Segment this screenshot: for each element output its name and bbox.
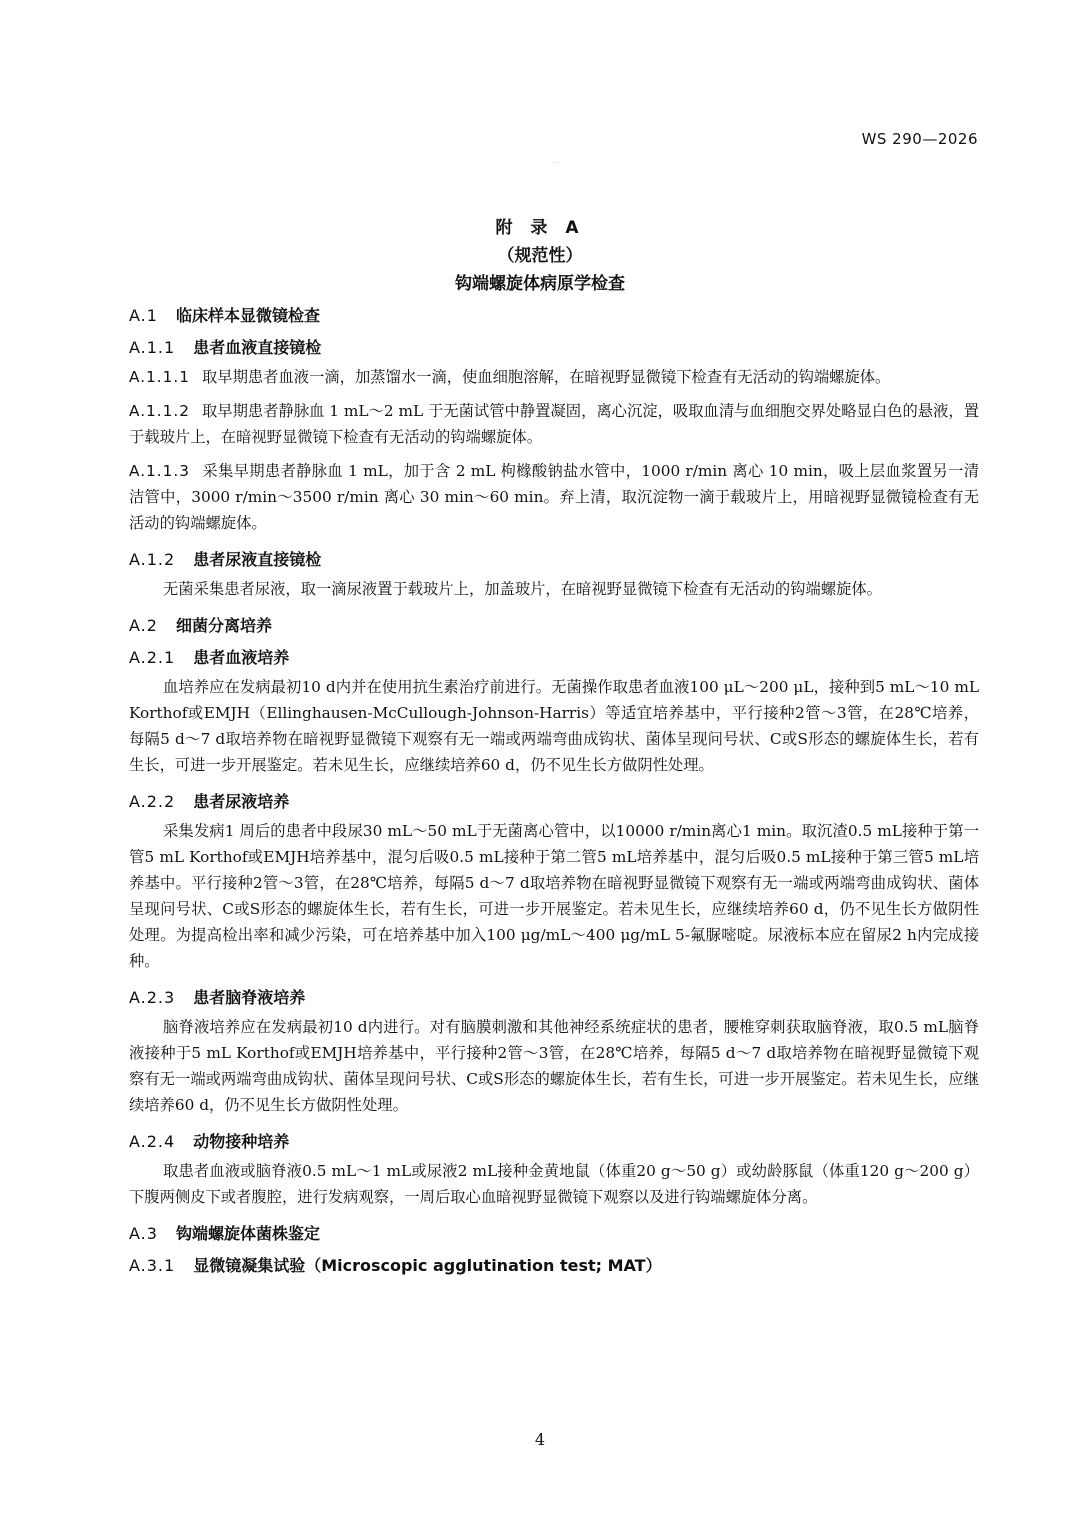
clause-paragraph: A.1.1.1 取早期患者血液一滴，加蒸馏水一滴，使血细胞溶解，在暗视野显微镜下检查有无活动的钩端螺旋体。 xyxy=(129,368,891,386)
section-heading: A.2.2 患者尿液培养 xyxy=(129,792,290,811)
section-heading: A.3.1 显微镜凝集试验（Microscopic agglutination test; MAT） xyxy=(129,1256,662,1275)
body-paragraph: 血培养应在发病最初10 d内并在使用抗生素治疗前进行。无菌操作取患者血液100 μL～200 μL，接种到5 mL～10 mL Korthof或EMJH（Ellinghausen-McCullough-Johnson-Harris）等适宜培养基中，平行接种2管～3管，在28℃培养，每隔5 d～7 d取培养物在暗视野显微镜下观察有无一端或两端弯曲成钩状、菌体呈现问号状、C或S形态的螺旋体生长，若有生长，可进一步开展鉴定。若未见生长，应继续培养60 d，仍不见生长方做阴性处理。 xyxy=(129,678,979,774)
annex-type: （规范性） xyxy=(497,246,583,266)
scan-mark: · · xyxy=(552,160,558,167)
section-heading: A.1.2 患者尿液直接镜检 xyxy=(129,550,322,569)
annex-label: 附 录 A xyxy=(495,218,585,238)
clause-paragraph: A.1.1.2 取早期患者静脉血 1 mL～2 mL 于无菌试管中静置凝固，离心沉淀，吸取血清与血细胞交界处略显白色的悬液，置于载玻片上，在暗视野显微镜下检查有无活动的钩端螺旋体。 xyxy=(129,402,979,446)
body-paragraph: 采集发病1 周后的患者中段尿30 mL～50 mL于无菌离心管中，以10000 r/min离心1 min。取沉渣0.5 mL接种于第一管5 mL Korthof或EMJH培养基中，混匀后吸0.5 mL接种于第二管5 mL培养基中，混匀后吸0.5 mL接种于第三管5 mL培养基中。平行接种2管～3管，在28℃培养，每隔5 d～7 d取培养物在暗视野显微镜下观察有无一端或两端弯曲成钩状、菌体呈现问号状、C或S形态的螺旋体生长，若有生长，可进一步开展鉴定。若未见生长，应继续培养60 d，仍不见生长方做阴性处理。为提高检出率和减少污染，可在培养基中加入100 μg/mL～400 μg/mL 5-氟脲嘧啶。尿液标本应在留尿2 h内完成接种。 xyxy=(129,822,979,970)
body-paragraph: 无菌采集患者尿液，取一滴尿液置于载玻片上，加盖玻片，在暗视野显微镜下检查有无活动的钩端螺旋体。 xyxy=(163,580,882,598)
section-heading: A.3 钩端螺旋体菌株鉴定 xyxy=(129,1224,320,1243)
document-body xyxy=(129,300,979,1282)
section-heading: A.2.4 动物接种培养 xyxy=(129,1132,290,1151)
body-paragraph: 取患者血液或脑脊液0.5 mL～1 mL或尿液2 mL接种金黄地鼠（体重20 g～50 g）或幼龄豚鼠（体重120 g～200 g）下腹两侧皮下或者腹腔，进行发病观察，一周后取心血暗视野显微镜下观察以及进行钩端螺旋体分离。 xyxy=(129,1162,979,1206)
section-heading: A.1 临床样本显微镜检查 xyxy=(129,306,320,325)
section-heading: A.2 细菌分离培养 xyxy=(129,616,272,635)
page-number: 4 xyxy=(534,1430,546,1449)
section-heading: A.2.3 患者脑脊液培养 xyxy=(129,988,306,1007)
annex-heading xyxy=(0,214,1080,298)
standard-code: WS 290—2026 xyxy=(861,130,978,148)
annex-title: 钩端螺旋体病原学检查 xyxy=(455,274,625,294)
body-paragraph: 脑脊液培养应在发病最初10 d内进行。对有脑膜刺激和其他神经系统症状的患者，腰椎穿刺获取脑脊液，取0.5 mL脑脊液接种于5 mL Korthof或EMJH培养基中，平行接种2管～3管，在28℃培养，每隔5 d～7 d取培养物在暗视野显微镜下观察有无一端或两端弯曲成钩状、菌体呈现问号状、C或S形态的螺旋体生长，若有生长，可进一步开展鉴定。若未见生长，应继续培养60 d，仍不见生长方做阴性处理。 xyxy=(129,1018,979,1114)
section-heading: A.1.1 患者血液直接镜检 xyxy=(129,338,322,357)
section-heading: A.2.1 患者血液培养 xyxy=(129,648,290,667)
clause-paragraph: A.1.1.3 采集早期患者静脉血 1 mL，加于含 2 mL 枸橼酸钠盐水管中，1000 r/min 离心 10 min，吸上层血浆置另一清洁管中，3000 r/min～3500 r/min 离心 30 min～60 min。弃上清，取沉淀物一滴于载玻片上，用暗视野显微镜检查有无活动的钩端螺旋体。 xyxy=(129,462,979,532)
